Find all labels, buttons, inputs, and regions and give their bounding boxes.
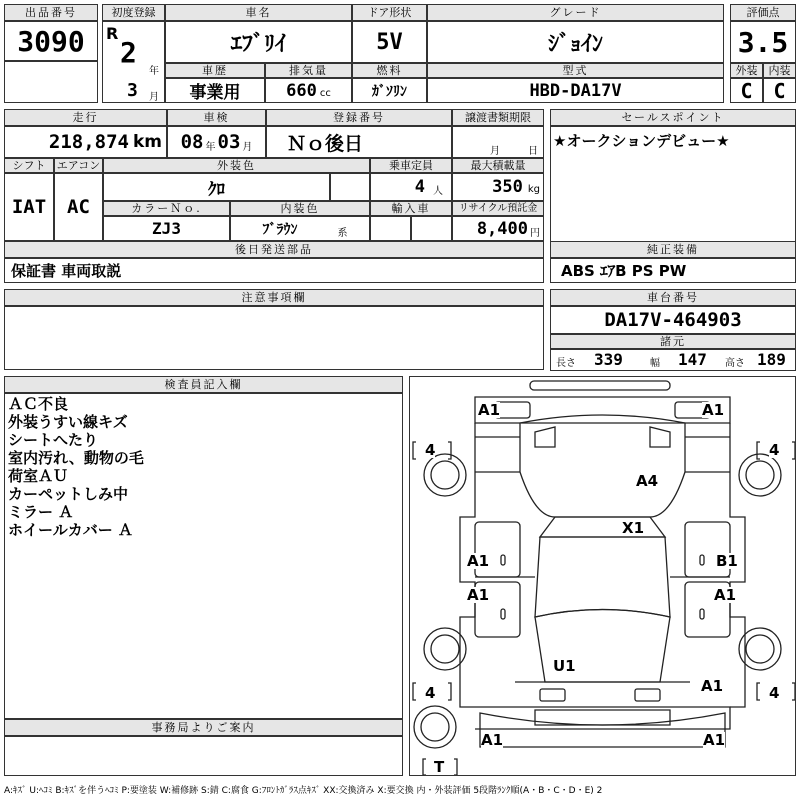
remark-line: カーペットしみ中 xyxy=(8,485,129,503)
capacity-label: 乗車定員 xyxy=(370,158,452,173)
inspector-remarks xyxy=(8,395,144,539)
car-outline xyxy=(410,377,795,775)
tire-rear-left: 4 xyxy=(425,684,436,702)
int-color-label: 内装色 xyxy=(230,201,370,216)
inspection-month: 03 xyxy=(217,131,241,153)
score-label: 評価点 xyxy=(730,4,796,21)
registration-value: Ｎｏ後日 xyxy=(266,126,452,158)
remark-line: ホイールカバー Ａ xyxy=(8,521,133,539)
shift-label: シフト xyxy=(4,158,54,173)
legend: A:ｷｽﾞ U:ﾍｺﾐ B:ｷｽﾞを伴うﾍｺﾐ P:要塗装 W:補修跡 S:錆 C:腐食 G:ﾌﾛﾝﾄｶﾞﾗｽ点ｷｽﾞ XX:交換済み X:要交換 内・外装評価 5段階ﾗﾝｸ順(A・B・C・D・E) 2 xyxy=(4,786,603,796)
transfer-label: 譲渡書類期限 xyxy=(452,109,544,126)
equipment-label: 純正装備 xyxy=(550,241,796,258)
aircon-value: AC xyxy=(54,173,103,241)
tire-front-left: 4 xyxy=(425,441,436,459)
history-value: 事業用 xyxy=(165,78,265,103)
mark-front-left: A1 xyxy=(478,401,501,419)
width-value: 147 xyxy=(678,350,707,369)
registration-label: 登録番号 xyxy=(266,109,452,126)
lot-blank xyxy=(4,61,98,103)
office-box xyxy=(4,736,403,776)
shift-value: IAT xyxy=(4,173,54,241)
width-label: 幅 xyxy=(650,358,660,369)
notes-label: 注意事項欄 xyxy=(4,289,544,306)
car-name: ｴﾌﾞﾘｲ xyxy=(165,21,352,63)
inspection-year-unit: 年 xyxy=(205,141,216,153)
tire-front-right: 4 xyxy=(769,441,780,459)
length-value: 339 xyxy=(594,350,623,369)
mark-front-door-left: A1 xyxy=(467,552,490,570)
grade-value: ｼﾞｮｲﾝ xyxy=(427,21,724,63)
recycle-label: リサイクル預託金 xyxy=(452,201,544,216)
mileage-label: 走行 xyxy=(4,109,167,126)
lot-label: 出品番号 xyxy=(4,4,98,21)
ext-color-sub xyxy=(330,173,370,201)
transfer-month-unit: 月 xyxy=(490,146,500,157)
mark-rear-door-left: A1 xyxy=(467,586,490,604)
mileage-unit: km xyxy=(132,132,162,152)
aircon-label: エアコン xyxy=(54,158,103,173)
import-value xyxy=(370,216,411,241)
chassis-label: 車台番号 xyxy=(550,289,796,306)
tire-rear-right: 4 xyxy=(769,684,780,702)
tire-spare: T xyxy=(434,758,445,776)
displacement-label: 排気量 xyxy=(265,63,352,78)
inspection-box xyxy=(167,126,266,158)
mark-windshield: X1 xyxy=(622,519,645,537)
remark-line: 室内汚れ、動物の毛 xyxy=(8,449,144,467)
recycle-value: 8,400 xyxy=(476,218,528,239)
fuel-label: 燃料 xyxy=(352,63,427,78)
interior-score: C xyxy=(763,78,796,103)
max-load-box xyxy=(452,173,544,201)
capacity-unit: 人 xyxy=(433,186,443,197)
car-diagram xyxy=(409,376,796,776)
ext-color-label: 外装色 xyxy=(103,158,370,173)
first-reg-era: R xyxy=(106,24,119,43)
capacity-box xyxy=(370,173,452,201)
length-label: 長さ xyxy=(556,358,576,369)
fuel-value: ｶﾞｿﾘﾝ xyxy=(352,78,427,103)
displacement-value: 660 xyxy=(286,80,317,101)
exterior-score: C xyxy=(730,78,763,103)
recycle-unit: 円 xyxy=(530,227,540,239)
recycle-box xyxy=(452,216,544,241)
displacement-box xyxy=(265,78,352,103)
capacity-value: 4 xyxy=(414,177,425,197)
inspection-month-unit: 月 xyxy=(242,141,253,153)
color-no-label: カラーＮｏ. xyxy=(103,201,230,216)
first-reg-year-unit: 年 xyxy=(149,66,159,77)
lot-number: 3090 xyxy=(4,21,98,61)
sales-point-label: セールスポイント xyxy=(550,109,796,126)
mark-rear-left: A1 xyxy=(481,731,504,749)
mileage-value: 218,874 xyxy=(48,131,129,153)
int-color-box xyxy=(230,216,370,241)
first-reg-label: 初度登録 xyxy=(102,4,165,21)
max-load-value: 350 xyxy=(492,177,523,197)
mark-front-right: A1 xyxy=(702,401,725,419)
office-label: 事務局よりご案内 xyxy=(4,719,403,736)
chassis-value: DA17V-464903 xyxy=(550,306,796,334)
score-value: 3.5 xyxy=(730,21,796,63)
first-reg-year: 2 xyxy=(120,36,137,69)
exterior-label: 外装 xyxy=(730,63,763,78)
remark-line: ＡＣ不良 xyxy=(8,395,69,413)
grade-label: グレード xyxy=(427,4,724,21)
notes-box xyxy=(4,306,544,370)
car-name-label: 車名 xyxy=(165,4,352,21)
mileage-box xyxy=(4,126,167,158)
ext-color-value: ｸﾛ xyxy=(103,173,330,201)
mark-front-door-right: B1 xyxy=(716,552,738,570)
inspection-label: 車検 xyxy=(167,109,266,126)
equipment-value: ABS ｴｱB PS PW xyxy=(550,258,796,283)
dims-label: 諸元 xyxy=(550,334,796,349)
height-value: 189 xyxy=(757,350,786,369)
first-reg-month: 3 xyxy=(127,80,138,101)
mark-rear-right: A1 xyxy=(703,731,726,749)
int-color-suffix: 系 xyxy=(337,227,348,239)
model-code-label: 型式 xyxy=(427,63,724,78)
remark-line: ミラー Ａ xyxy=(8,503,74,521)
inspection-year: 08 xyxy=(180,131,204,153)
import-sub xyxy=(411,216,452,241)
interior-label: 内装 xyxy=(763,63,796,78)
int-color-value: ﾌﾞﾗｳﾝ xyxy=(262,221,298,238)
mark-rear-quarter-right: A1 xyxy=(701,677,724,695)
model-code: HBD-DA17V xyxy=(427,78,724,103)
later-parts-label: 後日発送部品 xyxy=(4,241,544,258)
max-load-unit: kg xyxy=(527,184,540,195)
mark-rear-door-right: A1 xyxy=(714,586,737,604)
inspector-label: 検査員記入欄 xyxy=(4,376,403,393)
mark-hood: A4 xyxy=(636,472,659,490)
displacement-unit: cc xyxy=(319,88,331,99)
sales-point-value: ★オークションデビュー★ xyxy=(553,132,730,150)
mark-rear-glass: U1 xyxy=(553,657,576,675)
doors-value: 5V xyxy=(352,21,427,63)
first-reg-month-unit: 月 xyxy=(149,92,159,103)
remark-line: シートへたり xyxy=(8,431,99,449)
height-label: 高さ xyxy=(725,358,745,369)
doors-label: ドア形状 xyxy=(352,4,427,21)
import-label: 輸入車 xyxy=(370,201,452,216)
max-load-label: 最大積載量 xyxy=(452,158,544,173)
remark-line: 荷室ＡＵ xyxy=(8,467,69,485)
history-label: 車歴 xyxy=(165,63,265,78)
later-parts-value: 保証書 車両取説 xyxy=(4,258,544,283)
transfer-day-unit: 日 xyxy=(528,146,538,157)
remark-line: 外装うすい線キズ xyxy=(8,413,128,431)
color-no-value: ZJ3 xyxy=(103,216,230,241)
